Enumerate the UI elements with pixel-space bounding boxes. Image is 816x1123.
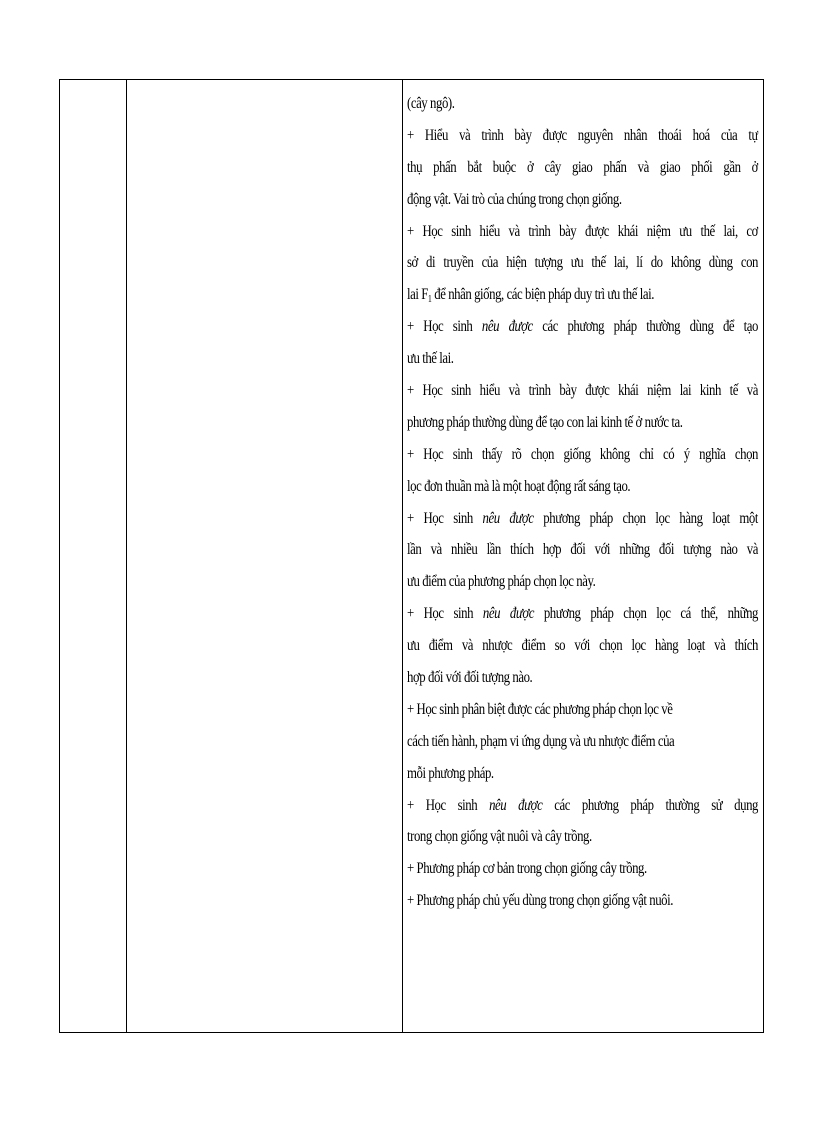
text-line: sở di truyền của hiện tượng ưu thế lai, lí do không dùng con xyxy=(407,254,758,272)
text-line: lai $F_1$ để nhân giống, các biện pháp duy trì ưu thế lai. xyxy=(407,286,654,306)
table-cell-column-1 xyxy=(60,80,127,1032)
table-cell-column-3 xyxy=(403,80,763,1032)
text-line: + Học sinh phân biệt được các phương pháp chọn lọc về xyxy=(407,700,673,718)
text-line: lọc đơn thuần mà là một hoạt động rất sáng tạo. xyxy=(407,477,631,495)
italic-phrase: nêu được xyxy=(489,796,543,814)
text-line: lần và nhiều lần thích hợp đối với những đối tượng nào và xyxy=(407,541,758,559)
text-line: + Học sinh nêu được phương pháp chọn lọc hàng loạt một xyxy=(407,509,758,527)
text-line: + Học sinh hiểu và trình bày được khái niệm ưu thế lai, cơ xyxy=(407,222,758,240)
subscript: 1 xyxy=(427,294,432,306)
text-line: cách tiến hành, phạm vi ứng dụng và ưu nhược điểm của xyxy=(407,732,675,750)
text-line: + Phương pháp cơ bản trong chọn giống cây trồng. xyxy=(407,860,647,878)
text-line: động vật. Vai trò của chúng trong chọn giống. xyxy=(407,190,622,208)
italic-phrase: nêu được xyxy=(481,318,533,336)
text-line: + Phương pháp chủ yếu dùng trong chọn giống vật nuôi. xyxy=(407,892,674,910)
text-line: thụ phấn bắt buộc ở cây giao phấn và giao phối gần ở xyxy=(407,158,758,176)
italic-phrase: nêu được xyxy=(482,509,534,527)
italic-phrase: nêu được xyxy=(482,605,535,623)
text-line: + Hiểu và trình bày được nguyên nhân thoái hoá của tự xyxy=(407,126,758,144)
table-cell-column-2 xyxy=(127,80,403,1032)
text-line: + Học sinh nêu được các phương pháp thường sử dụng xyxy=(407,796,758,814)
text-line: + Học sinh nêu được phương pháp chọn lọc cá thể, những xyxy=(407,605,758,623)
text-line: ưu điểm và nhược điểm so với chọn lọc hàng loạt và thích xyxy=(407,637,758,655)
text-line: hợp đối với đối tượng nào. xyxy=(407,669,533,687)
text-line: (cây ngô). xyxy=(407,95,455,112)
text-line: + Học sinh nêu được các phương pháp thường dùng để tạo xyxy=(407,318,758,336)
text-line: ưu điểm của phương pháp chọn lọc này. xyxy=(407,573,596,591)
content-table xyxy=(59,79,764,1033)
text-line: + Học sinh thấy rõ chọn giống không chỉ có ý nghĩa chọn xyxy=(407,445,758,463)
text-line: mỗi phương pháp. xyxy=(407,764,494,782)
text-line: + Học sinh hiểu và trình bày được khái niệm lai kinh tế và xyxy=(407,382,758,400)
text-line: trong chọn giống vật nuôi và cây trồng. xyxy=(407,828,592,846)
text-line: ưu thế lai. xyxy=(407,350,454,368)
text-line: phương pháp thường dùng để tạo con lai kinh tế ở nước ta. xyxy=(407,413,683,431)
